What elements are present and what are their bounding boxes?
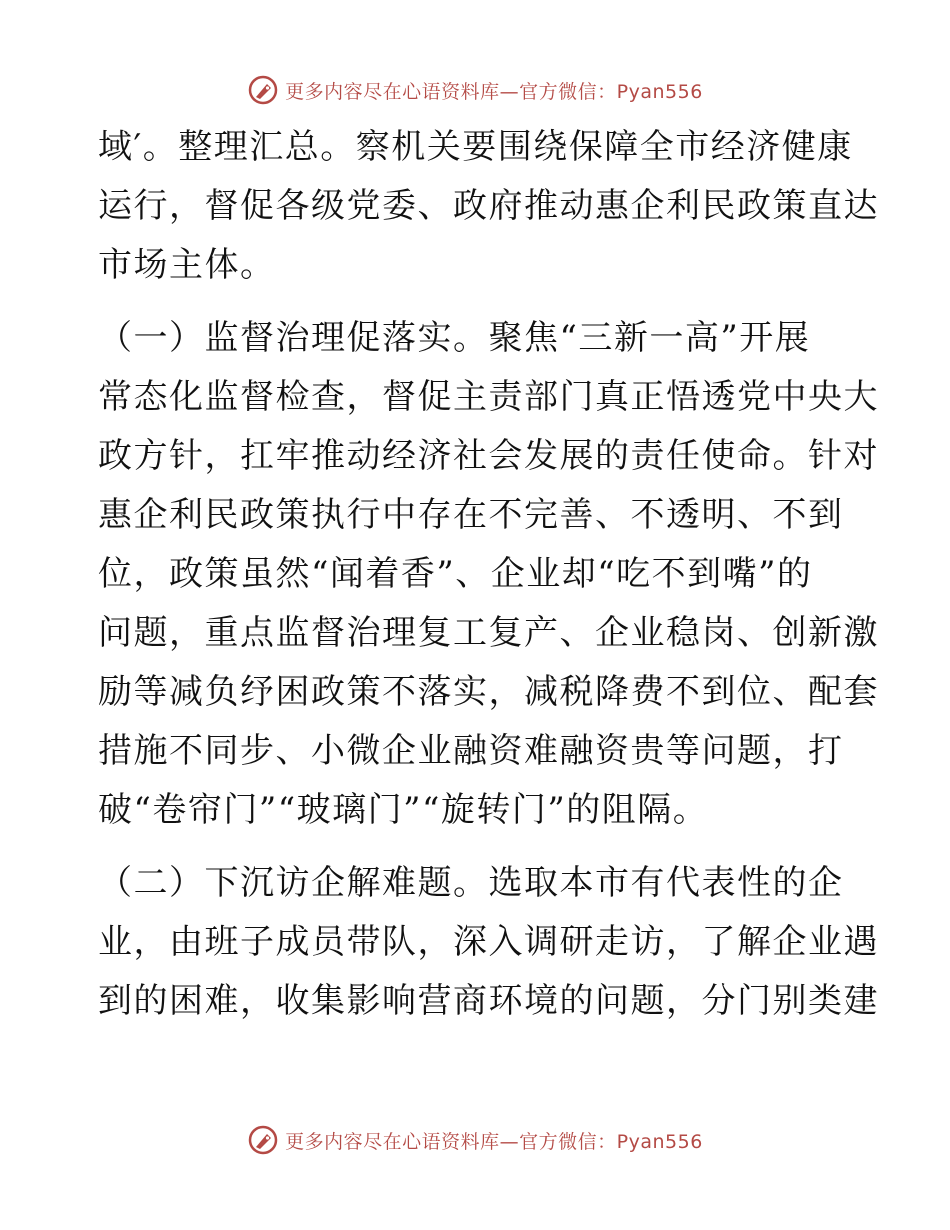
- text-line: （二）下沉访企解难题。选取本市有代表性的企: [98, 863, 844, 903]
- text-line: 到的困难，收集影响营商环境的问题，分门别类建: [98, 981, 879, 1021]
- paragraph: [98, 854, 879, 1031]
- footer-banner: [0, 1120, 950, 1160]
- text-line: 位，政策虽然“闻着香”、企业却“吃不到嘴”的: [98, 554, 813, 594]
- text-line: 破“卷帘门”“玻璃门”“旋转门”的阻隔。: [98, 790, 709, 830]
- pen-nib-logo-icon: [247, 1124, 279, 1156]
- text-line: 常态化监督检查，督促主责部门真正悟透党中央大: [98, 377, 879, 417]
- paragraph: [98, 309, 879, 840]
- text-line: 问题，重点监督治理复工复产、企业稳岗、创新激: [98, 613, 879, 653]
- text-line: 市场主体。: [98, 245, 276, 285]
- header-banner: [0, 70, 950, 110]
- footer-banner-text: 更多内容尽在心语资料库—官方微信：Pyan556: [285, 1130, 703, 1153]
- text-line: 政方针，扛牢推动经济社会发展的责任使命。针对: [98, 436, 879, 476]
- text-line: 措施不同步、小微企业融资难融资贵等问题，打: [98, 731, 844, 771]
- header-banner-text: 更多内容尽在心语资料库—官方微信：Pyan556: [285, 80, 703, 103]
- text-line: 域′。整理汇总。察机关要围绕保障全市经济健康: [98, 127, 853, 167]
- paragraph: [98, 118, 879, 295]
- text-line: 惠企利民政策执行中存在不完善、不透明、不到: [98, 495, 844, 535]
- pen-nib-logo-icon: [247, 74, 279, 106]
- text-line: 运行，督促各级党委、政府推动惠企利民政策直达: [98, 186, 879, 226]
- text-line: （一）监督治理促落实。聚焦“三新一高”开展: [98, 318, 811, 358]
- document-body: [98, 118, 879, 1031]
- text-line: 业，由班子成员带队，深入调研走访，了解企业遇: [98, 922, 879, 962]
- text-line: 励等减负纾困政策不落实，减税降费不到位、配套: [98, 672, 879, 712]
